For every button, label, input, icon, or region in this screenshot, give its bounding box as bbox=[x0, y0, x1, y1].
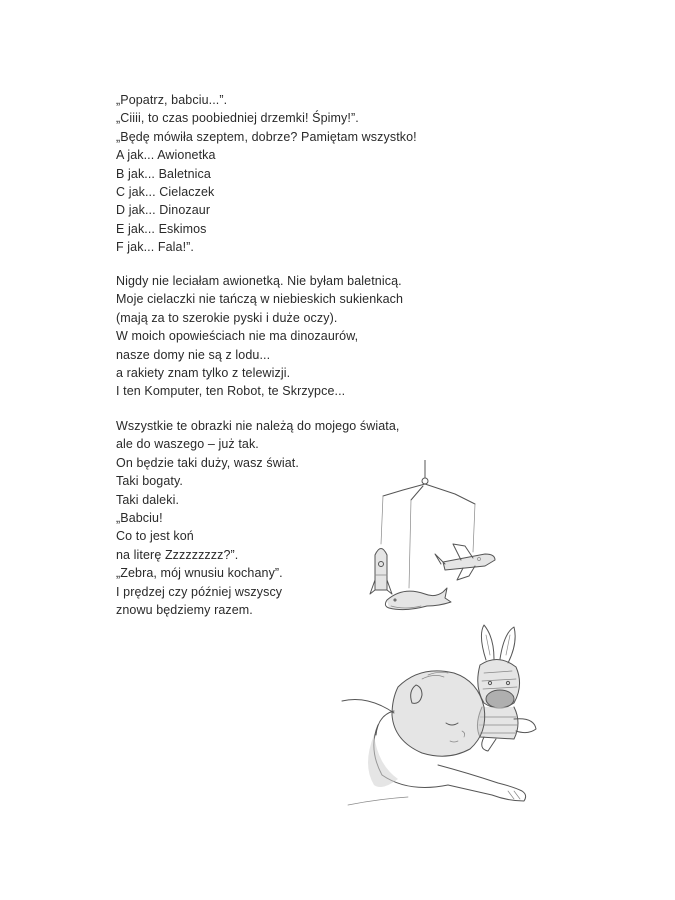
text-line: F jak... Fala!”. bbox=[116, 240, 195, 255]
text-line: „Zebra, mój wnusiu kochany”. bbox=[116, 566, 283, 581]
text-line: (mają za to szerokie pyski i duże oczy). bbox=[116, 310, 338, 325]
text-line: A jak... Awionetka bbox=[116, 148, 216, 163]
text-line: D jak... Dinozaur bbox=[116, 203, 211, 218]
baby-mobile-illustration bbox=[365, 460, 510, 630]
text-line: Nigdy nie leciałam awionetką. Nie byłam baletnicą. bbox=[116, 274, 402, 288]
text-line: ale do waszego – już tak. bbox=[116, 437, 259, 452]
sleeping-baby-illustration bbox=[338, 615, 538, 815]
text-line: E jak... Eskimos bbox=[116, 221, 207, 236]
text-line: „Babciu! bbox=[116, 511, 163, 526]
text-line: znowu będziemy razem. bbox=[116, 603, 253, 618]
baby-drawing bbox=[392, 671, 485, 756]
text-line: a rakiety znam tylko z telewizji. bbox=[116, 366, 291, 381]
stanza-2 bbox=[116, 272, 476, 401]
text-line: W moich opowieściach nie ma dinozaurów, bbox=[116, 329, 359, 344]
text-line: „Popatrz, babciu...”. bbox=[116, 93, 228, 107]
text-line: Co to jest koń bbox=[116, 529, 194, 544]
stanza-1 bbox=[116, 91, 476, 257]
text-line: I prędzej czy później wszyscy bbox=[116, 584, 283, 599]
text-line: B jak... Baletnica bbox=[116, 166, 211, 181]
rocket-drawing bbox=[370, 549, 392, 595]
text-line: Taki daleki. bbox=[116, 492, 180, 507]
text-line: Wszystkie te obrazki nie należą do mojego świata, bbox=[116, 419, 400, 433]
text-line: „Ciiii, to czas poobiedniej drzemki! Śpimy!”. bbox=[116, 111, 359, 126]
text-line: C jak... Cielaczek bbox=[116, 185, 215, 200]
text-line: Moje cielaczki nie tańczą w niebieskich sukienkach bbox=[116, 292, 404, 307]
text-line: Taki bogaty. bbox=[116, 474, 183, 489]
airplane-drawing bbox=[435, 544, 495, 580]
text-line: na literę Zzzzzzzzz?”. bbox=[116, 547, 239, 562]
text-line: On będzie taki duży, wasz świat. bbox=[116, 455, 299, 470]
text-line: „Będę mówiła szeptem, dobrze? Pamiętam wszystko! bbox=[116, 129, 417, 144]
zebra-toy-drawing bbox=[477, 625, 536, 751]
whale-drawing bbox=[385, 588, 451, 610]
text-line: nasze domy nie są z lodu... bbox=[116, 347, 271, 362]
text-line: I ten Komputer, ten Robot, te Skrzypce... bbox=[116, 384, 346, 399]
